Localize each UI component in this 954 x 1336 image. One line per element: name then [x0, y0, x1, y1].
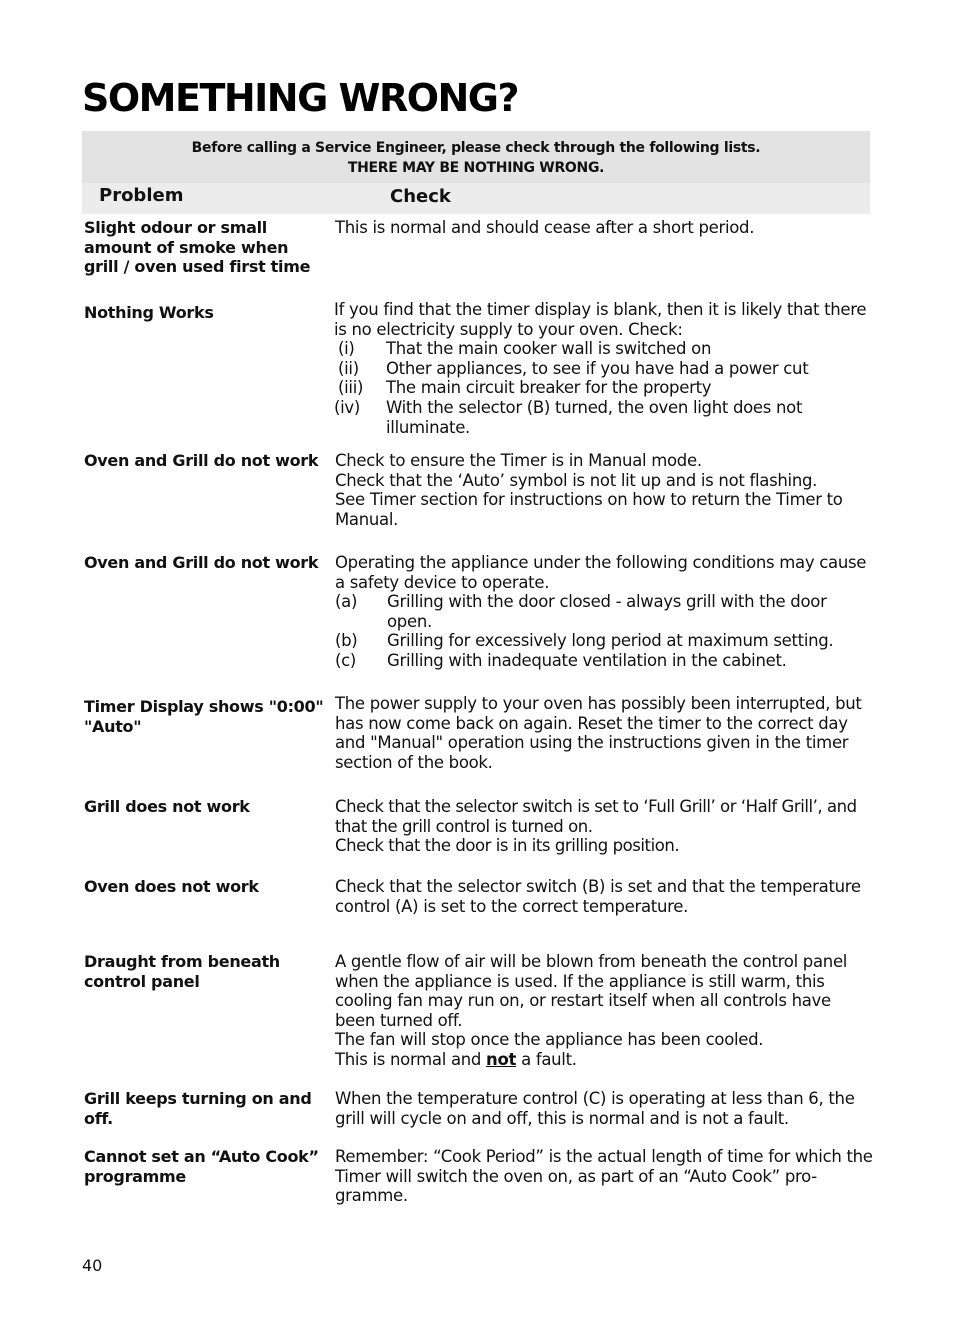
check-list-item [335, 631, 875, 651]
problem-cell: Slight odour or small amount of smoke when grill / oven used first time [84, 218, 311, 277]
list-marker: (i) [338, 339, 355, 359]
emphasis-not: not [486, 1049, 517, 1069]
list-marker: (c) [335, 650, 357, 670]
check-text: A gentle flow of air will be blown from beneath the control panel when the appliance is used. If the appliance is still warm, this cooling fan may run on, or restart itself when all controls have been turned off. [335, 952, 848, 1030]
intro-warning: THERE MAY BE NOTHING WRONG. [347, 160, 605, 176]
check-cell [335, 797, 875, 856]
problem-column-header: Problem [99, 185, 184, 206]
problem-cell: Oven and Grill do not work [84, 451, 319, 470]
check-list-item [334, 339, 874, 359]
check-text: Operating the appliance under the following conditions may cause a safety device to operate. [335, 553, 867, 592]
problem-cell: Timer Display shows "0:00" "Auto" [84, 697, 324, 736]
intro-line: Before calling a Service Engineer, please check through the following lists. [191, 140, 761, 156]
check-cell [335, 218, 875, 238]
check-list-item [335, 651, 875, 671]
check-text: Remember: “Cook Period” is the actual length of time for which the Timer will switch the oven on, as part of an “Auto Cook” pro-gramme. [335, 1147, 873, 1206]
problem-cell: Oven does not work [84, 877, 259, 896]
list-text: Other appliances, to see if you have had a power cut [386, 358, 809, 378]
check-column-header: Check [390, 186, 451, 207]
check-list-item [334, 398, 874, 437]
check-cell [335, 877, 875, 916]
check-text: Check that the door is in its grilling position. [335, 836, 680, 856]
check-cell [335, 694, 875, 772]
list-marker: (iii) [338, 378, 364, 398]
page-number: 40 [82, 1256, 103, 1275]
check-cell [335, 1147, 875, 1206]
page-title: SOMETHING WRONG? [82, 76, 519, 120]
list-text: That the main cooker wall is switched on [386, 339, 712, 359]
check-list-item [334, 378, 874, 398]
list-text: The main circuit breaker for the property [386, 378, 712, 398]
check-text-final [335, 1050, 875, 1070]
check-text: See Timer section for instructions on how to return the Timer to Manual. [335, 490, 843, 529]
list-text: Grilling for excessively long period at maximum setting. [387, 631, 834, 651]
check-cell [335, 451, 875, 529]
list-marker: (a) [335, 592, 358, 612]
problem-cell: Oven and Grill do not work [84, 553, 319, 572]
check-text: Check to ensure the Timer is in Manual mode. [335, 451, 702, 470]
check-text: Check that the selector switch is set to ‘Full Grill’ or ‘Half Grill’, and that the grill control is turned on. [335, 797, 857, 836]
list-marker: (b) [335, 631, 358, 651]
check-text: If you find that the timer display is blank, then it is likely that there is no electricity supply to your oven. Check: [334, 300, 867, 339]
problem-cell: Cannot set an “Auto Cook” programme [84, 1147, 319, 1186]
problem-cell: Grill keeps turning on and off. [84, 1089, 312, 1128]
check-text: When the temperature control (C) is operating at less than 6, the grill will cycle on and off, this is normal and is not a fault. [335, 1089, 855, 1128]
list-marker: (iv) [334, 397, 361, 417]
problem-cell: Grill does not work [84, 797, 250, 816]
final-before: This is normal and [335, 1049, 487, 1069]
check-text: This is normal and should cease after a short period. [335, 218, 755, 237]
check-cell [335, 1089, 875, 1128]
list-text: With the selector (B) turned, the oven light does not illuminate. [386, 397, 803, 437]
check-cell [335, 952, 875, 1070]
check-cell [335, 553, 875, 671]
column-header [82, 183, 870, 214]
check-text: The fan will stop once the appliance has been cooled. [335, 1030, 764, 1050]
check-text: Check that the ‘Auto’ symbol is not lit up and is not flashing. [335, 470, 818, 490]
list-text: Grilling with the door closed - always grill with the door open. [387, 592, 827, 631]
problem-cell: Nothing Works [84, 303, 214, 322]
check-text: Check that the selector switch (B) is set and that the temperature control (A) is set to the correct temperature. [335, 877, 861, 916]
check-list-item [334, 359, 874, 379]
list-marker: (ii) [338, 358, 359, 378]
intro-banner [82, 131, 870, 183]
list-text: Grilling with inadequate ventilation in the cabinet. [387, 650, 787, 670]
check-text: The power supply to your oven has possibly been interrupted, but has now come back on again. Reset the timer to the correct day and "Manual" operation using the instructions given in the timer section of the book. [335, 694, 862, 772]
problem-cell: Draught from beneath control panel [84, 952, 280, 991]
check-list-item [335, 592, 875, 631]
check-cell [334, 300, 874, 437]
final-after: a fault. [516, 1049, 577, 1069]
